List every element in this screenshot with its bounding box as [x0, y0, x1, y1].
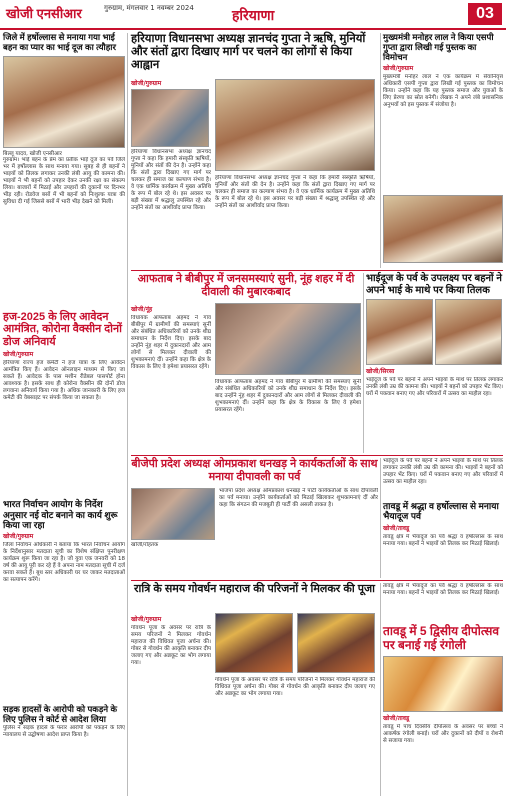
body-aftab-continued: विधायक आफताब अहमद ने गांव बीबीपुर में ग्रामीणों की समस्याएं सुनीं और संबंधित अधिकारियों को उनके शीघ्र समाधान के निर्देश दिए। इसके बाद उन्होंने नूंह शहर में दुकानदारों और आम लोगों से मिलकर दीवाली की शुभकामनाएं दीं। उन्होंने कहा कि क्षेत्र के विकास के लिए वे हमेशा प्रयासरत रहेंगे। [215, 379, 361, 413]
byline-tavdu-bhaiyadooj: खोजी/तावडू [383, 524, 410, 532]
photo-bhaidooj [3, 56, 125, 148]
bjp-article [131, 458, 378, 578]
left-column [3, 33, 125, 796]
headline-govardhan: रात्रि के समय गोवर्धन महाराज की परिजनों ने मिलकर की पूजा [134, 583, 375, 595]
byline-book: खोजी/गुरुग्राम [383, 65, 414, 73]
section-rule [131, 455, 503, 456]
body-tilak-continued: भाईदूज के पर्व पर बहनों ने अपने भाइयों के माथे पर तिलक लगाकर उनकी लंबी उम्र की कामना की। भाइयों ने बहनों को उपहार भेंट किए। घरों में पकवान बनाए गए और परिवारों में उत्सव का माहौल रहा। [383, 458, 503, 485]
headline-aftab: आफताब ने बीबीपुर में जनसमस्याएं सुनी, नूंह शहर में दी दीवाली की मुबारकबाद [137, 273, 355, 298]
body-speaker-continued: हरियाणा विधानसभा अध्यक्ष ज्ञानचंद गुप्ता ने कहा कि हमारी संस्कृति ऋषियों, मुनियों और संतों की देन है। उन्होंने कहा कि संतों द्वारा दिखाए गए मार्ग पर चलकर ही समाज का कल्याण संभव है। वे एक धार्मिक कार्यक्रम में मुख्य अतिथि के रूप में बोल रहे थे। इस अवसर पर बड़ी संख्या में श्रद्धालु उपस्थित रहे और उन्होंने संतों का आशीर्वाद प्राप्त किया। [215, 175, 375, 209]
body-tavdu-bhaiyadooj: तावडू क्षेत्र में भैयादूज का पर्व श्रद्धा व हर्षोल्लास के साथ मनाया गया। बहनों ने भाइयों को तिलक कर मिठाई खिलाई। [383, 533, 503, 547]
speaker-article [131, 33, 378, 268]
photo-speaker-event [215, 79, 375, 171]
body-govardhan-continued: गोवर्धन पूजा के अवसर पर रात्रि के समय परिजनों ने मिलकर गोवर्धन महाराज की विधिवत पूजा अर्चना की। गोबर से गोवर्धन की आकृति बनाकर दीप जलाए गए और अन्नकूट का भोग लगाया गया। [215, 677, 375, 697]
photo-speaker-portrait [131, 89, 209, 147]
photo-book-release [383, 195, 503, 263]
body-haj: हरियाणा राज्य हज कमेटी ने हज यात्रा के लिए आवेदन आमंत्रित किए हैं। आवेदन ऑनलाइन माध्यम से किए जा सकते हैं। आवेदक के पास मशीन रीडेबल पासपोर्ट होना आवश्यक है। इसके साथ ही कोरोना वैक्सीन की दोनों डोज लगवाना अनिवार्य किया गया है। अधिक जानकारी के लिए हज कमेटी की वेबसाइट पर संपर्क किया जा सकता है। [3, 360, 125, 402]
headline-speaker: हरियाणा विधानसभा अध्यक्ष ज्ञानचंद गुप्ता ने ऋषि, मुनियों और संतों द्वारा दिखाए मार्ग पर चलने का लोगों से किया आह्वान [131, 33, 366, 72]
masthead [0, 0, 506, 30]
photo-aftab [215, 303, 361, 375]
headline-rangoli: तावडू में 5 द्विसीय दीपोत्सव पर बनाई गई रंगोली [383, 624, 500, 652]
photo-tilak-2 [435, 299, 502, 365]
section-title: हरियाणा [232, 7, 275, 23]
column-divider [380, 583, 381, 796]
byline-speaker: खोजी/गुरुग्राम [131, 80, 162, 87]
headline-book: मुख्यमंत्री मनोहर लाल ने किया एसपी गुप्ता द्वारा लिखी गई पुस्तक का विमोचन [383, 32, 494, 62]
column-divider [380, 458, 381, 578]
byline-aftab: खोजी/नूंह [131, 306, 153, 313]
headline-tavdu-bhaiyadooj: तावडू में श्रद्धा व हर्षोल्लास से मनाया भैयादूज पर्व [383, 501, 499, 522]
headline-voter: भारत निर्वाचन आयोग के निर्देश अनुसार नई वोट बनाने का कार्य शुरू किया जा रहा [3, 499, 118, 531]
section-rule [131, 580, 503, 581]
page-number: 03 [468, 3, 502, 25]
photo-rangoli [383, 656, 503, 712]
body-tavdu-bhaiyadooj-continued: तावडू क्षेत्र में भैयादूज का पर्व श्रद्धा व हर्षोल्लास के साथ मनाया गया। बहनों ने भाइयों को तिलक कर मिठाई खिलाई। [383, 583, 503, 596]
body-speaker: हरियाणा विधानसभा अध्यक्ष ज्ञानचंद गुप्ता ने कहा कि हमारी संस्कृति ऋषियों, मुनियों और संतों की देन है। उन्होंने कहा कि संतों द्वारा दिखाए गए मार्ग पर चलकर ही समाज का कल्याण संभव है। वे एक धार्मिक कार्यक्रम में मुख्य अतिथि के रूप में बोल रहे थे। इस अवसर पर बड़ी संख्या में श्रद्धालु उपस्थित रहे और उन्होंने संतों का आशीर्वाद प्राप्त किया। [131, 149, 211, 211]
tavdu-bhaiyadooj-article [383, 458, 503, 578]
headline-accident: सड़क हादसों के आरोपी को पकड़ने के लिए पुलिस ने कोर्ट से आदेश लिया [3, 704, 117, 725]
photo-tilak-1 [366, 299, 433, 365]
byline-haj: खोजी/गुरुग्राम [3, 351, 34, 359]
body-book: मुख्यमंत्री मनोहर लाल ने एक कार्यक्रम में सेवानिवृत्त अधिकारी एसपी गुप्ता द्वारा लिखी गई पुस्तक का विमोचन किया। उन्होंने कहा कि यह पुस्तक समाज और युवाओं के लिए प्रेरणा का स्रोत बनेगी। लेखक ने अपने लंबे प्रशासनिक अनुभवों को इस पुस्तक में संजोया है। [383, 74, 503, 109]
photo-govardhan-1 [215, 613, 293, 673]
headline-bjp: बीजेपी प्रदेश अध्यक्ष ओमप्रकाश धनखड़ ने कार्यकर्ताओं के साथ मनाया दीपावली का पर्व [131, 458, 378, 483]
body-bhaidooj: गुरुग्राम। भाई बहन के प्रेम का प्रतीक भाई दूज का पर्व जिले भर में हर्षोल्लास के साथ मनाया गया। सुबह से ही बहनों ने भाइयों को तिलक लगाकर उनकी लंबी आयु की कामना की। भाइयों ने भी बहनों को उपहार देकर उनकी रक्षा का संकल्प लिया। बाजारों में मिठाई और उपहारों की दुकानों पर दिनभर भीड़ रही। रोडवेज बसों में भी बहनों को निःशुल्क यात्रा की सुविधा दी गई जिससे बसों में भारी भीड़ देखने को मिली। [3, 156, 125, 205]
aftab-article [131, 273, 361, 453]
body-aftab: विधायक आफताब अहमद ने गांव बीबीपुर में ग्रामीणों की समस्याएं सुनीं और संबंधित अधिकारियों को उनके शीघ्र समाधान के निर्देश दिए। इसके बाद उन्होंने नूंह शहर में दुकानदारों और आम लोगों से मिलकर दीवाली की शुभकामनाएं दीं। उन्होंने कहा कि क्षेत्र के विकास के लिए वे हमेशा प्रयासरत रहेंगे। [131, 315, 211, 370]
column-divider [363, 273, 364, 453]
body-voter: जिला निर्वाचन अधिकारी ने बताया कि भारत निर्वाचन आयोग के निर्देशानुसार मतदाता सूची का विशेष संक्षिप्त पुनरीक्षण कार्यक्रम शुरू किया जा रहा है। जो युवा एक जनवरी को 18 वर्ष की आयु पूरी कर रहे हैं वे अपना नाम मतदाता सूची में दर्ज करवा सकते हैं। बूथ स्तर अधिकारी घर घर जाकर मतदाताओं का सत्यापन करेंगे। [3, 542, 125, 584]
book-article [383, 33, 503, 268]
byline-bjp: खोजी/रोहतक [131, 542, 159, 548]
photo-bjp [131, 488, 215, 540]
body-rangoli: तावडू में पांच दिवसीय दीपोत्सव के अवसर पर बच्चों ने आकर्षक रंगोली बनाई। घरों और दुकानों को दीपों व रोशनी से सजाया गया। [383, 723, 503, 744]
tilak-article [366, 273, 503, 453]
column-divider [127, 33, 128, 796]
photo-govardhan-2 [297, 613, 375, 673]
caption-bhaidooj: बिल्लू यादव, खोजी एनसीआर [3, 150, 62, 157]
headline-haj: हज-2025 के लिए आवेदन आमंत्रित, कोरोना वैक्सीन दोनों डोज अनिवार्य [3, 310, 122, 348]
byline-rangoli: खोजी/तावडू [383, 714, 410, 722]
byline-voter: खोजी/गुरुग्राम [3, 533, 34, 541]
headline-bhaidooj: जिले में हर्षोल्लास से मनाया गया भाई बहन का प्यार का भाई दूज का त्यौहार [3, 32, 116, 52]
byline-govardhan: खोजी/गुरुग्राम [131, 616, 162, 623]
byline-tilak: खोजी/सिरसा [366, 368, 395, 375]
headline-tilak: भाईदूज के पर्व के उपलक्ष्य पर बहनों ने अपने भाई के माथे पर किया तिलक [366, 273, 502, 296]
body-bjp: भाजपा प्रदेश अध्यक्ष ओमप्रकाश धनखड़ ने पार्टी कार्यकर्ताओं के साथ दीपावली का पर्व मनाया। उन्होंने कार्यकर्ताओं को मिठाई खिलाकर शुभकामनाएं दीं और कहा कि संगठन की मजबूती ही पार्टी की असली ताकत है। [219, 488, 378, 508]
column-divider [380, 33, 381, 268]
dateline: गुरुग्राम, मंगलवार 1 नवम्बर 2024 [104, 4, 194, 12]
section-rule [131, 270, 503, 271]
brand-logo: खोजी एनसीआर [6, 6, 82, 21]
body-govardhan: गोवर्धन पूजा के अवसर पर रात्रि के समय परिजनों ने मिलकर गोवर्धन महाराज की विधिवत पूजा अर्चना की। गोबर से गोवर्धन की आकृति बनाकर दीप जलाए गए और अन्नकूट का भोग लगाया गया। [131, 625, 211, 666]
rangoli-article [383, 583, 503, 796]
body-tilak: भाईदूज के पर्व पर बहनों ने अपने भाइयों के माथे पर तिलक लगाकर उनकी लंबी उम्र की कामना की। भाइयों ने बहनों को उपहार भेंट किए। घरों में पकवान बनाए गए और परिवारों में उत्सव का माहौल रहा। [366, 377, 503, 397]
govardhan-article [131, 583, 378, 796]
body-accident: पुलिस ने सड़क हादसे के फरार आरोपी को पकड़ने के लिए न्यायालय से उद्घोषणा आदेश प्राप्त किया है। [3, 725, 125, 739]
